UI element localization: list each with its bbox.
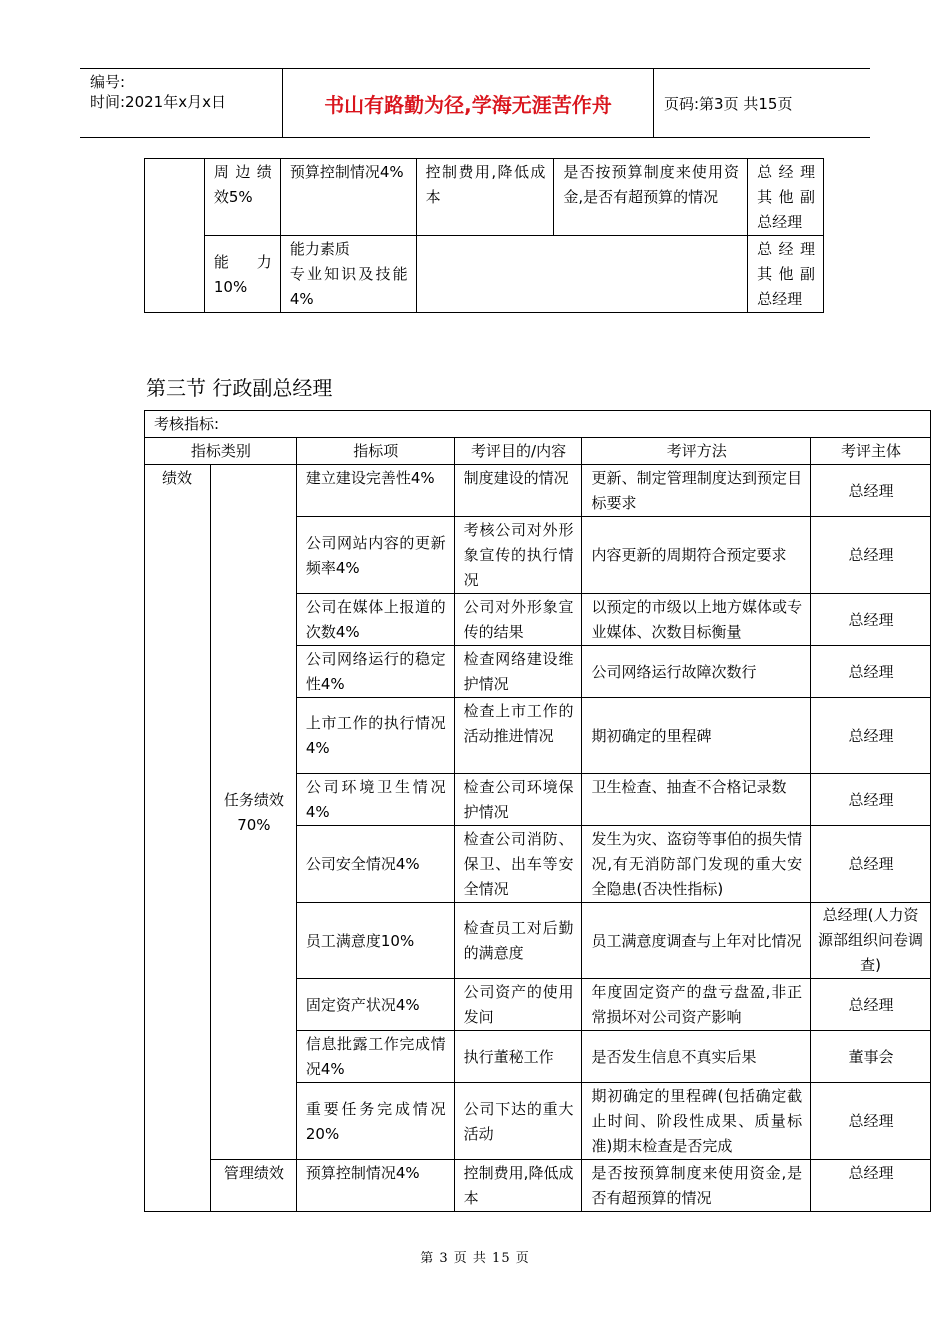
item-cell: 公司在媒体上报道的次数4% (296, 594, 454, 646)
continuation-table (144, 158, 824, 313)
empty-cell (416, 236, 747, 313)
header-subject: 考评主体 (811, 438, 931, 465)
method-cell: 是否发生信息不真实后果 (582, 1031, 811, 1083)
method-cell: 公司网络运行故障次数行 (582, 646, 811, 698)
subgroup-manage-cell: 管理绩效 (210, 1160, 296, 1212)
table-row (145, 236, 824, 313)
caption-row (145, 411, 931, 438)
purpose-cell: 制度建设的情况 (454, 465, 582, 517)
method-cell: 员工满意度调查与上年对比情况 (582, 903, 811, 979)
header-row (145, 438, 931, 465)
table-row (145, 1160, 931, 1212)
item-cell: 建立建设完善性4% (296, 465, 454, 517)
header-category: 指标类别 (145, 438, 297, 465)
header-motto: 书山有路勤为径,学海无涯苦作舟 (282, 69, 654, 137)
method-cell: 卫生检查、抽查不合格记录数 (582, 774, 811, 826)
subject-cell: 总经理 (811, 1160, 931, 1212)
subject-cell: 总经理其他副总经理 (748, 236, 824, 313)
category-cell: 能力10% (204, 236, 280, 313)
group-cell: 绩效 (145, 465, 211, 1212)
assessment-table (144, 410, 931, 1212)
item-cell: 上市工作的执行情况4% (296, 698, 454, 774)
purpose-cell: 考核公司对外形象宣传的执行情况 (454, 517, 582, 594)
table-row (145, 159, 824, 236)
category-cell: 周边绩效5% (204, 159, 280, 236)
purpose-cell: 检查员工对后勤的满意度 (454, 903, 582, 979)
subject-cell: 总经理 (811, 465, 931, 517)
item-cell: 信息批露工作完成情况4% (296, 1031, 454, 1083)
header-meta (80, 69, 282, 137)
subject-cell: 总经理 (811, 594, 931, 646)
subgroup-task-cell: 任务绩效70% (210, 465, 296, 1160)
subject-cell: 总经理 (811, 1083, 931, 1160)
purpose-cell: 检查网络建设维护情况 (454, 646, 582, 698)
subject-cell: 总经理 (811, 646, 931, 698)
item-cell: 员工满意度10% (296, 903, 454, 979)
item-cell: 公司网站内容的更新频率4% (296, 517, 454, 594)
purpose-cell: 控制费用,降低成本 (454, 1160, 582, 1212)
page-header (80, 68, 870, 138)
method-cell: 是否按预算制度来使用资金,是否有超预算的情况 (582, 1160, 811, 1212)
table-row (145, 465, 931, 517)
purpose-cell: 公司下达的重大活动 (454, 1083, 582, 1160)
item-cell: 公司网络运行的稳定性4% (296, 646, 454, 698)
purpose-cell: 公司资产的使用发问 (454, 979, 582, 1031)
subject-cell: 总经理 (811, 774, 931, 826)
method-cell: 以预定的市级以上地方媒体或专业媒体、次数目标衡量 (582, 594, 811, 646)
purpose-cell: 公司对外形象宣传的结果 (454, 594, 582, 646)
subject-cell: 董事会 (811, 1031, 931, 1083)
method-cell: 更新、制定管理制度达到预定目标要求 (582, 465, 811, 517)
item-cell: 预算控制情况4% (280, 159, 416, 236)
empty-cell (145, 159, 205, 313)
section-title: 第三节 行政副总经理 (146, 376, 333, 400)
method-cell: 年度固定资产的盘亏盘盈,非正常损坏对公司资产影响 (582, 979, 811, 1031)
header-purpose: 考评目的/内容 (454, 438, 582, 465)
subject-cell: 总经理其他副总经理 (748, 159, 824, 236)
subject-cell: 总经理 (811, 698, 931, 774)
doc-number-label: 编号: (90, 73, 126, 91)
subject-cell: 总经理 (811, 826, 931, 903)
item-cell: 能力素质 专业知识及技能4% (280, 236, 416, 313)
item-cell: 公司安全情况4% (296, 826, 454, 903)
header-page-label: 页码:第3页 共15页 (664, 94, 793, 113)
method-cell: 内容更新的周期符合预定要求 (582, 517, 811, 594)
purpose-cell: 检查上市工作的活动推进情况 (454, 698, 582, 774)
page-footer: 第 3 页 共 15 页 (420, 1251, 530, 1266)
purpose-cell: 检查公司环境保护情况 (454, 774, 582, 826)
purpose-cell: 控制费用,降低成本 (416, 159, 554, 236)
item-cell: 公司环境卫生情况4% (296, 774, 454, 826)
subject-cell: 总经理(人力资源部组织问卷调查) (811, 903, 931, 979)
table-caption: 考核指标: (145, 411, 931, 438)
purpose-cell: 执行董秘工作 (454, 1031, 582, 1083)
method-cell: 期初确定的里程碑 (582, 698, 811, 774)
item-cell: 重要任务完成情况20% (296, 1083, 454, 1160)
subject-cell: 总经理 (811, 517, 931, 594)
purpose-cell: 检查公司消防、保卫、出车等安全情况 (454, 826, 582, 903)
header-item: 指标项 (296, 438, 454, 465)
doc-date-label: 时间:2021年x月x日 (90, 93, 226, 111)
method-cell: 发生为灾、盗窃等事伯的损失情况,有无消防部门发现的重大安全隐患(否决性指标) (582, 826, 811, 903)
method-cell: 期初确定的里程碑(包括确定截止时间、阶段性成果、质量标准)期末检查是否完成 (582, 1083, 811, 1160)
item-cell: 预算控制情况4% (296, 1160, 454, 1212)
item-cell: 固定资产状况4% (296, 979, 454, 1031)
subject-cell: 总经理 (811, 979, 931, 1031)
method-cell: 是否按预算制度来使用资金,是否有超预算的情况 (554, 159, 748, 236)
header-method: 考评方法 (582, 438, 811, 465)
